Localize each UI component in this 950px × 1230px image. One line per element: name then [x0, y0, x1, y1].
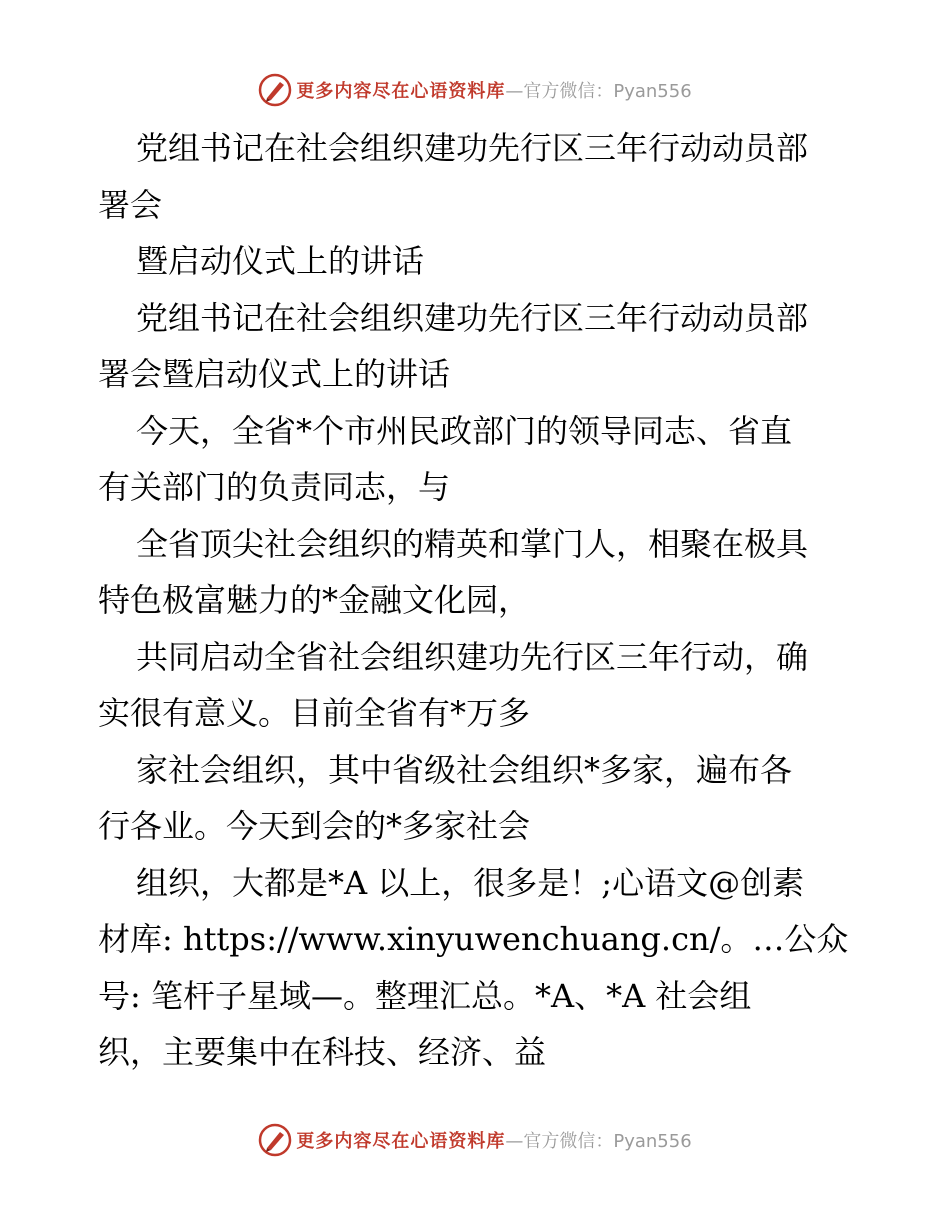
pen-logo-icon — [258, 1123, 292, 1157]
body-line: 家社会组织，其中省级社会组织*多家，遍布各 — [136, 750, 793, 789]
body-line: 织，主要集中在科技、经济、益 — [98, 1033, 547, 1071]
body-line: 组织，大都是*A 以上，很多是！;心语文@创素 — [136, 863, 805, 902]
body-line: 特色极富魅力的*金融文化园， — [98, 581, 531, 619]
body-line: 署会 — [98, 185, 163, 224]
body-line: 暨启动仪式上的讲话 — [136, 242, 425, 280]
body-line: 实很有意义。目前全省有*万多 — [98, 694, 531, 732]
body-line: 共同启动全省社会组织建功先行区三年行动，确 — [136, 637, 809, 676]
body-line: 党组书记在社会组织建功先行区三年行动动员部 — [136, 298, 809, 337]
body-line: 号: 笔杆子星域—。整理汇总。*A、*A 社会组 — [98, 976, 752, 1015]
header-banner-title: 更多内容尽在心语资料库 — [296, 81, 506, 102]
header-banner — [0, 70, 950, 110]
body-line: 全省顶尖社会组织的精英和掌门人，相聚在极具 — [136, 524, 809, 563]
body-line: 今天，全省*个市州民政部门的领导同志、省直 — [136, 411, 793, 450]
body-line: 有关部门的负责同志，与 — [98, 468, 451, 506]
body-line: 行各业。今天到会的*多家社会 — [98, 807, 531, 845]
body-line: 党组书记在社会组织建功先行区三年行动动员部 — [136, 129, 809, 167]
footer-banner-title: 更多内容尽在心语资料库 — [296, 1131, 506, 1152]
body-line: 署会暨启动仪式上的讲话 — [98, 355, 451, 393]
footer-banner-contact: —官方微信：Pyan556 — [505, 1131, 692, 1152]
document-body — [98, 120, 858, 1081]
footer-banner — [0, 1120, 950, 1160]
header-banner-contact: —官方微信：Pyan556 — [505, 81, 692, 102]
body-line: 材库: https://www.xinyuwenchuang.cn/。…公众 — [98, 920, 849, 958]
pen-logo-icon — [258, 73, 292, 107]
